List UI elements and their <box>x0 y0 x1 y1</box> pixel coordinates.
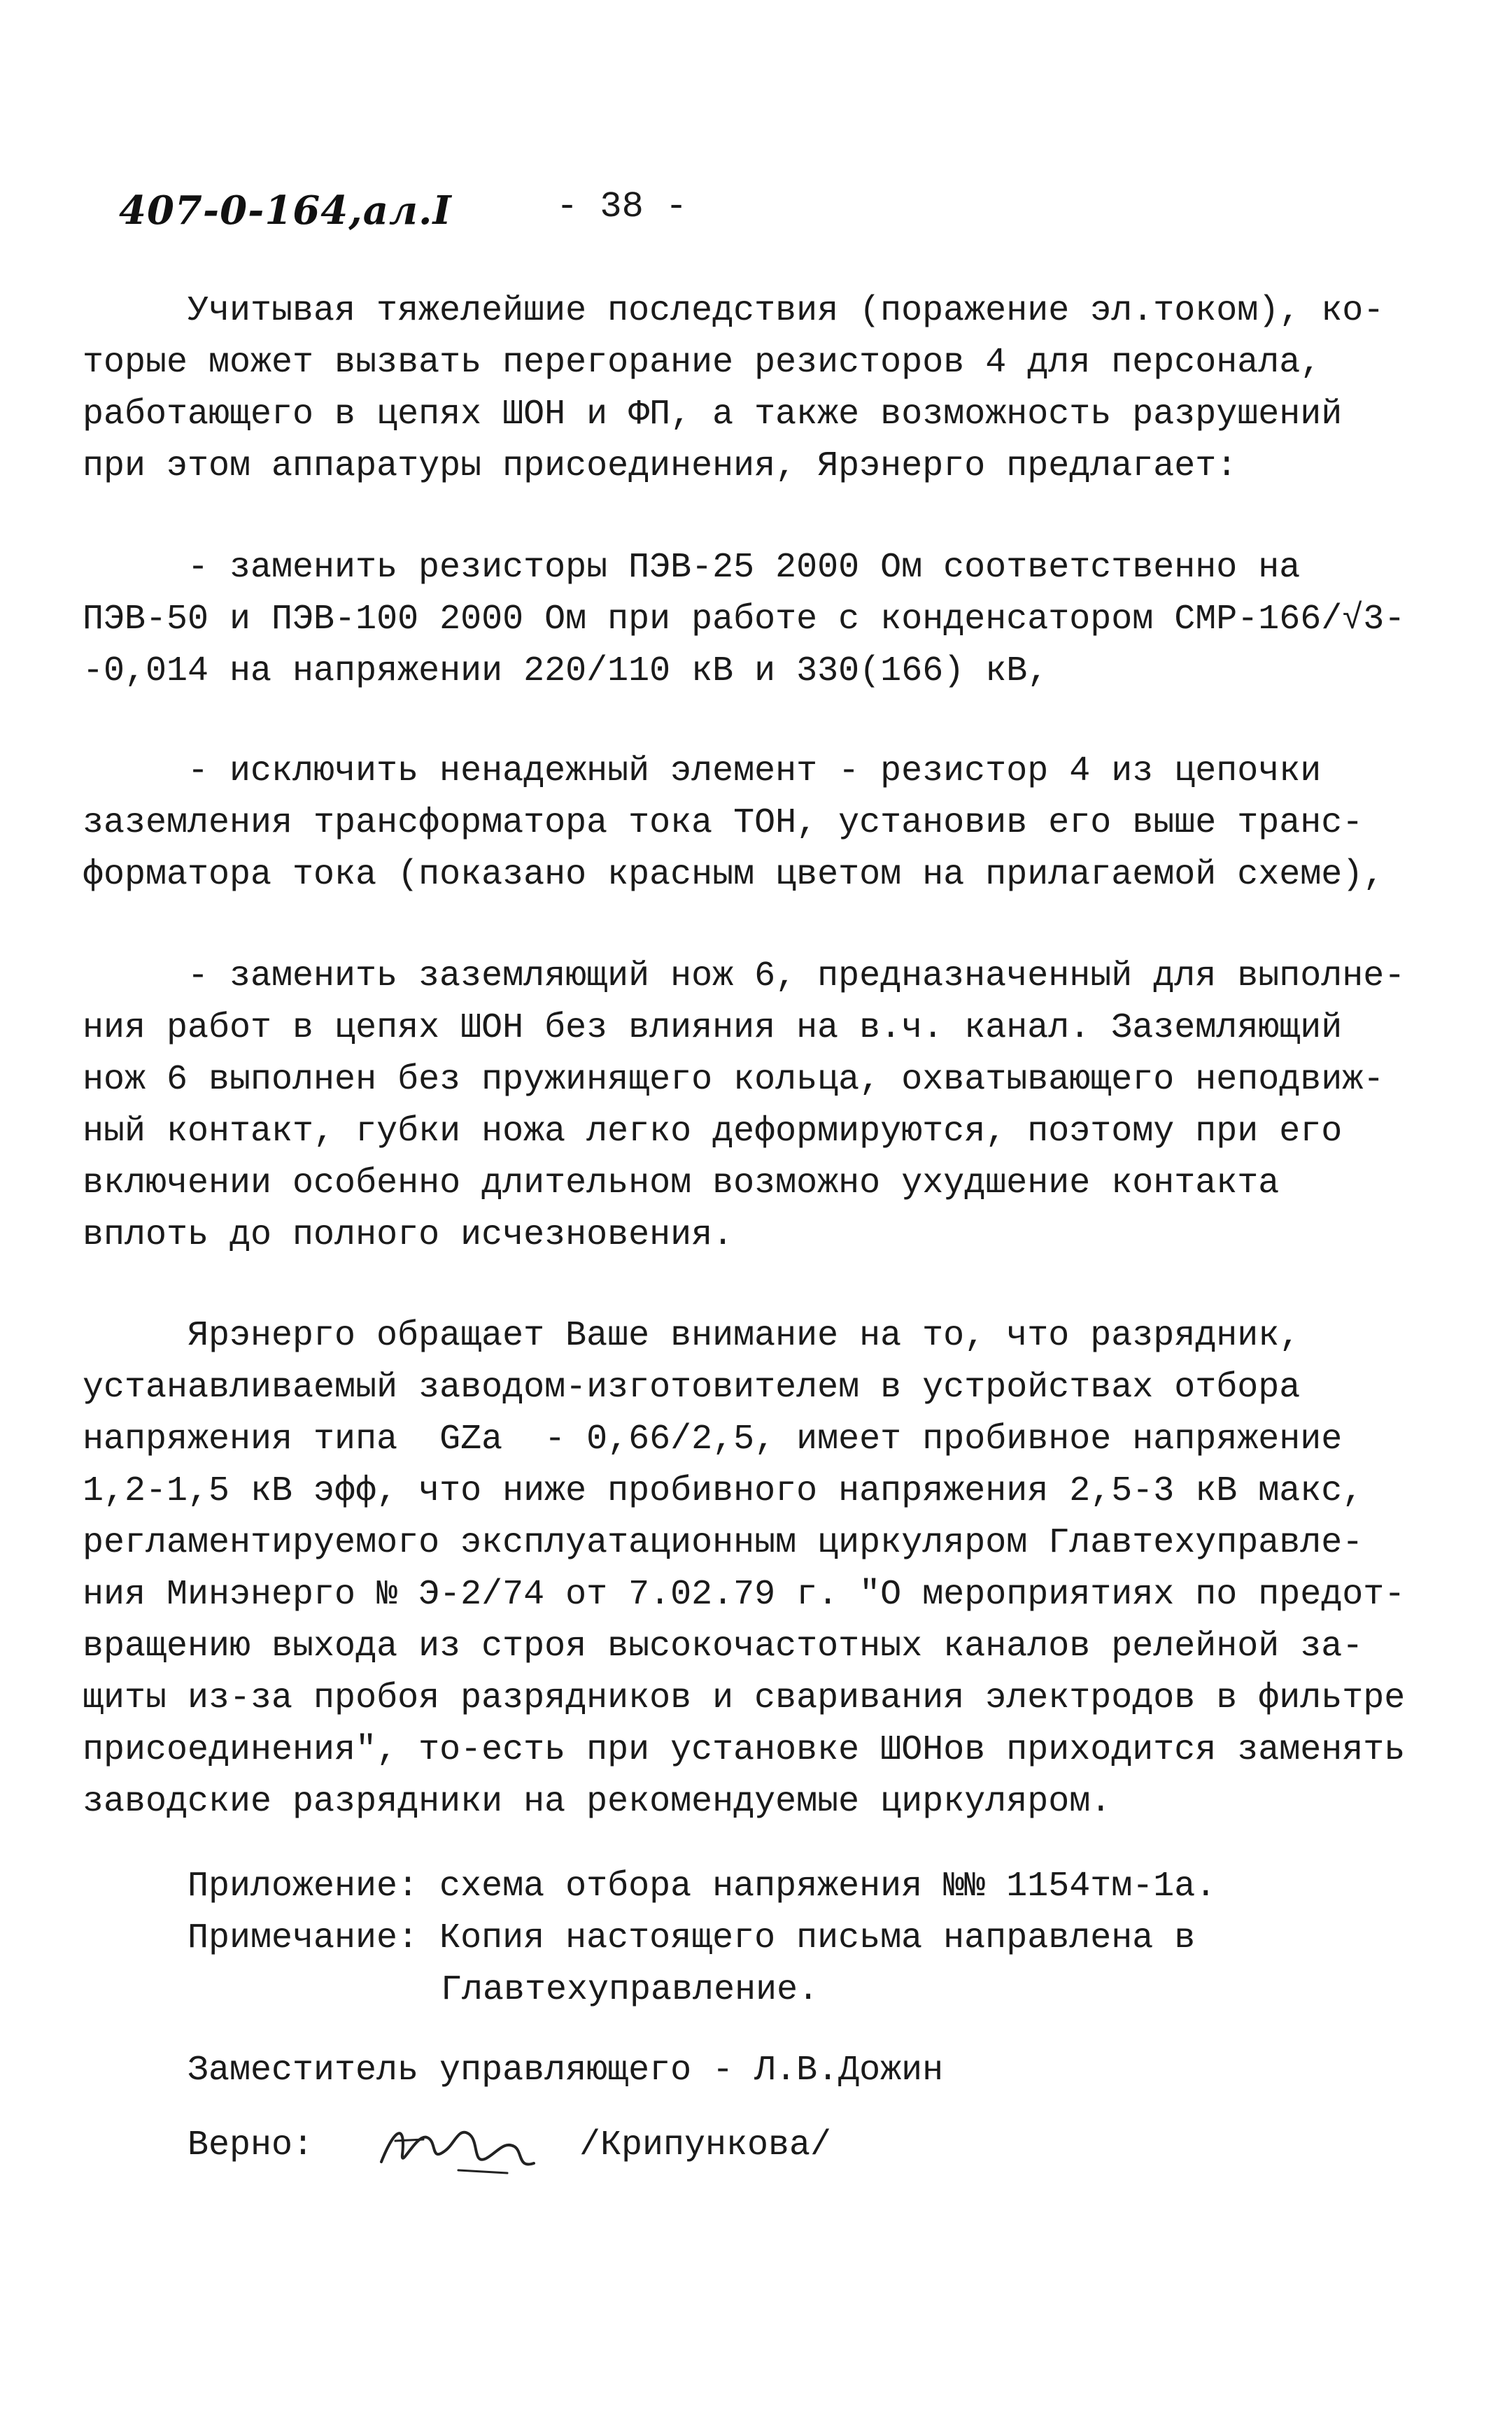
verified-label: Верно: <box>188 2125 314 2165</box>
item-3-line: ния работ в цепях ШОН без влияния на в.ч. канал. Заземляющий <box>83 1008 1343 1048</box>
item-3-line: включении особенно длительном возможно ухудшение контакта <box>83 1163 1280 1203</box>
verified-name: /Крипункова/ <box>579 2125 832 2165</box>
paragraph-2-line: напряжения типа GZa - 0,66/2,5, имеет пробивное напряжение <box>83 1420 1343 1459</box>
paragraph-2-line: устанавливаемый заводом-изготовителем в устройствах отбора <box>83 1368 1301 1408</box>
note-line: Главтехуправление. <box>441 1970 819 2010</box>
paragraph-1-line: при этом аппаратуры присоединения, Ярэнерго предлагает: <box>83 446 1238 486</box>
paragraph-1-line: Учитывая тяжелейшие последствия (поражение эл.током), ко- <box>188 291 1385 331</box>
paragraph-2-line: ния Минэнерго № Э-2/74 от 7.02.79 г. "О мероприятиях по предот- <box>83 1575 1406 1615</box>
paragraph-2-line: вращению выхода из строя высокочастотных каналов релейной за- <box>83 1627 1364 1667</box>
deputy-line: Заместитель управляющего - Л.В.Дожин <box>188 2051 944 2090</box>
page-number: - 38 - <box>556 186 688 227</box>
item-3-line: нож 6 выполнен без пружинящего кольца, охватывающего неподвиж- <box>83 1060 1385 1100</box>
item-2-line: заземления трансформатора тока ТОН, установив его выше транс- <box>83 803 1364 843</box>
item-1-line: ПЭВ-50 и ПЭВ-100 2000 Ом при работе с конденсатором СМР-166/√3- <box>83 600 1406 639</box>
item-1-line: -0,014 на напряжении 220/110 кВ и 330(166) кВ, <box>83 651 1049 691</box>
item-1-line: - заменить резисторы ПЭВ-25 2000 Ом соответственно на <box>188 548 1301 588</box>
item-3-line: ный контакт, губки ножа легко деформируются, поэтому при его <box>83 1112 1343 1152</box>
paragraph-2-line: присоединения", то-есть при установке ШОНов приходится заменять <box>83 1730 1406 1770</box>
handwritten-signature <box>374 2113 542 2183</box>
paragraph-2-line: регламентируемого эксплуатационным циркуляром Главтехуправле- <box>83 1523 1364 1563</box>
paragraph-2-line: Ярэнерго обращает Ваше внимание на то, что разрядник, <box>188 1316 1301 1356</box>
item-2-line: форматора тока (показано красным цветом на прилагаемой схеме), <box>83 855 1385 895</box>
paragraph-2-line: заводские разрядники на рекомендуемые циркуляром. <box>83 1782 1112 1822</box>
paragraph-1-line: работающего в цепях ШОН и ФП, а также возможность разрушений <box>83 395 1343 434</box>
attachment-line: Приложение: схема отбора напряжения №№ 1154тм-1а. <box>188 1867 1217 1906</box>
item-2-line: - исключить ненадежный элемент - резистор 4 из цепочки <box>188 751 1322 791</box>
paragraph-1-line: торые может вызвать перегорание резисторов 4 для персонала, <box>83 343 1322 383</box>
item-3-line: вплоть до полного исчезновения. <box>83 1215 734 1255</box>
paragraph-2-line: щиты из-за пробоя разрядников и сваривания электродов в фильтре <box>83 1678 1406 1718</box>
paragraph-2-line: 1,2-1,5 кВ эфф, что ниже пробивного напряжения 2,5-3 кВ макс, <box>83 1471 1364 1511</box>
item-3-line: - заменить заземляющий нож 6, предназначенный для выполне- <box>188 956 1406 996</box>
note-line: Примечание: Копия настоящего письма направлена в <box>188 1918 1196 1958</box>
document-code: 407-0-164,ал.I <box>119 187 452 234</box>
